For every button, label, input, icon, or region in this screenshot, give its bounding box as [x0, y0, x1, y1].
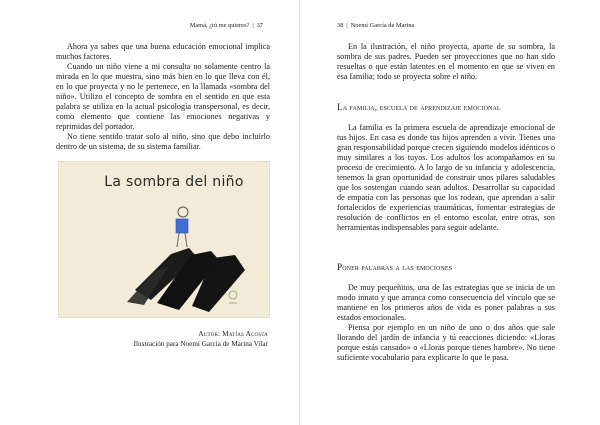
- section-heading-emotions: Poner palabras a las emociones: [337, 262, 453, 272]
- figure-leg-right: [185, 233, 187, 247]
- paragraph: Cuando un niño viene a mi consulta no solamente centro la mirada en lo que muestra, sino más bien en lo que lleva con él, en lo que proyecta y no le pertenece, en la llamada «sombra del niño». Utilizo el concepto de sombra en el sentido en que esta palabra se utiliza en la actual psicología transpersonal, es decir, como elemento que contiene las emociones negativas y reprimidas del portador.: [56, 62, 270, 132]
- header-separator: |: [346, 22, 348, 29]
- drawing-handwritten-title: La sombra del niño: [104, 174, 244, 190]
- figure-shirt: [176, 219, 188, 233]
- page-number-right: 38: [337, 22, 344, 29]
- section-body-family: [337, 123, 555, 234]
- author-name: Noemí García de Marina: [350, 22, 415, 29]
- running-header-right: [337, 22, 414, 29]
- section-heading-family: La familia, escuela de aprendizaje emocional: [337, 102, 501, 112]
- paragraph: La familia es la primera escuela de aprendizaje emocional de tus hijos. En casa es donde tus hijos aprenden a vivir. Tienes una gran responsabilidad porque crecen siguiendo modelos idénticos o muy similares a los tuyos. Los adultos los acompañamos en su proceso de crecimiento. A lo largo de su infancia y adolescencia, tenemos la gran oportunidad de construir unos pilares saludables que los sostengan cuando sean adultos. Desarrollar su capacidad de empatía con las personas que los rodean, que aprendan a salir fortalecidos de experiencias traumáticas, fomentar estrategias de resolución de conflictos en el entorno escolar, entre otras, son herramientas indispensables para seguir adelante.: [337, 123, 555, 233]
- caption-credit: Ilustración para Noemí García de Marina Vilar: [133, 339, 268, 348]
- header-separator: |: [252, 22, 254, 29]
- right-intro-text: [337, 42, 555, 82]
- paragraph: En la ilustración, el niño proyecta, aparte de su sombra, la sombra de sus padres. Pueden ser proyecciones que no han sido resueltas o que están latentes en el momento en que se viven en esa familia; todo se proyecta sobre el niño.: [337, 42, 555, 82]
- left-body-text: [56, 42, 270, 153]
- illustration-caption: [58, 330, 268, 349]
- section-body-emotions: [337, 283, 555, 363]
- figure-head: [178, 207, 188, 217]
- book-title: Mamá, ¿tú me quieres?: [189, 22, 250, 29]
- paragraph: Piensa por ejemplo en un niño de uno o dos años que sale llorando del jardín de infancia y tú reacciones diciendo: «Lloras porque estás cansado» o «Lloras porque tienes hambre». No tiene suficiente vocabulario para explicarte lo que le pasa.: [337, 323, 555, 363]
- paragraph: No tiene sentido tratar solo al niño, sino que debo incluirlo dentro de un sistema, de su sistema familiar.: [56, 132, 270, 152]
- running-header-left: [190, 22, 263, 29]
- paragraph: De muy pequeñitos, una de las estrategias que se inicia de un modo innato y que arranca como consecuencia del vínculo que se mantiene en los primeros años de vida es poner palabras a sus estados emocionales.: [337, 283, 555, 323]
- figure-leg-left: [177, 233, 179, 247]
- page-number-left: 37: [256, 22, 263, 29]
- caption-author: Autor: Matías Acosta: [198, 330, 268, 338]
- right-page: [300, 0, 600, 425]
- signature-mark: [229, 291, 237, 299]
- paragraph: Ahora ya sabes que una buena educación emocional implica muchos factores.: [56, 42, 270, 62]
- child-drawing-illustration: [58, 161, 270, 318]
